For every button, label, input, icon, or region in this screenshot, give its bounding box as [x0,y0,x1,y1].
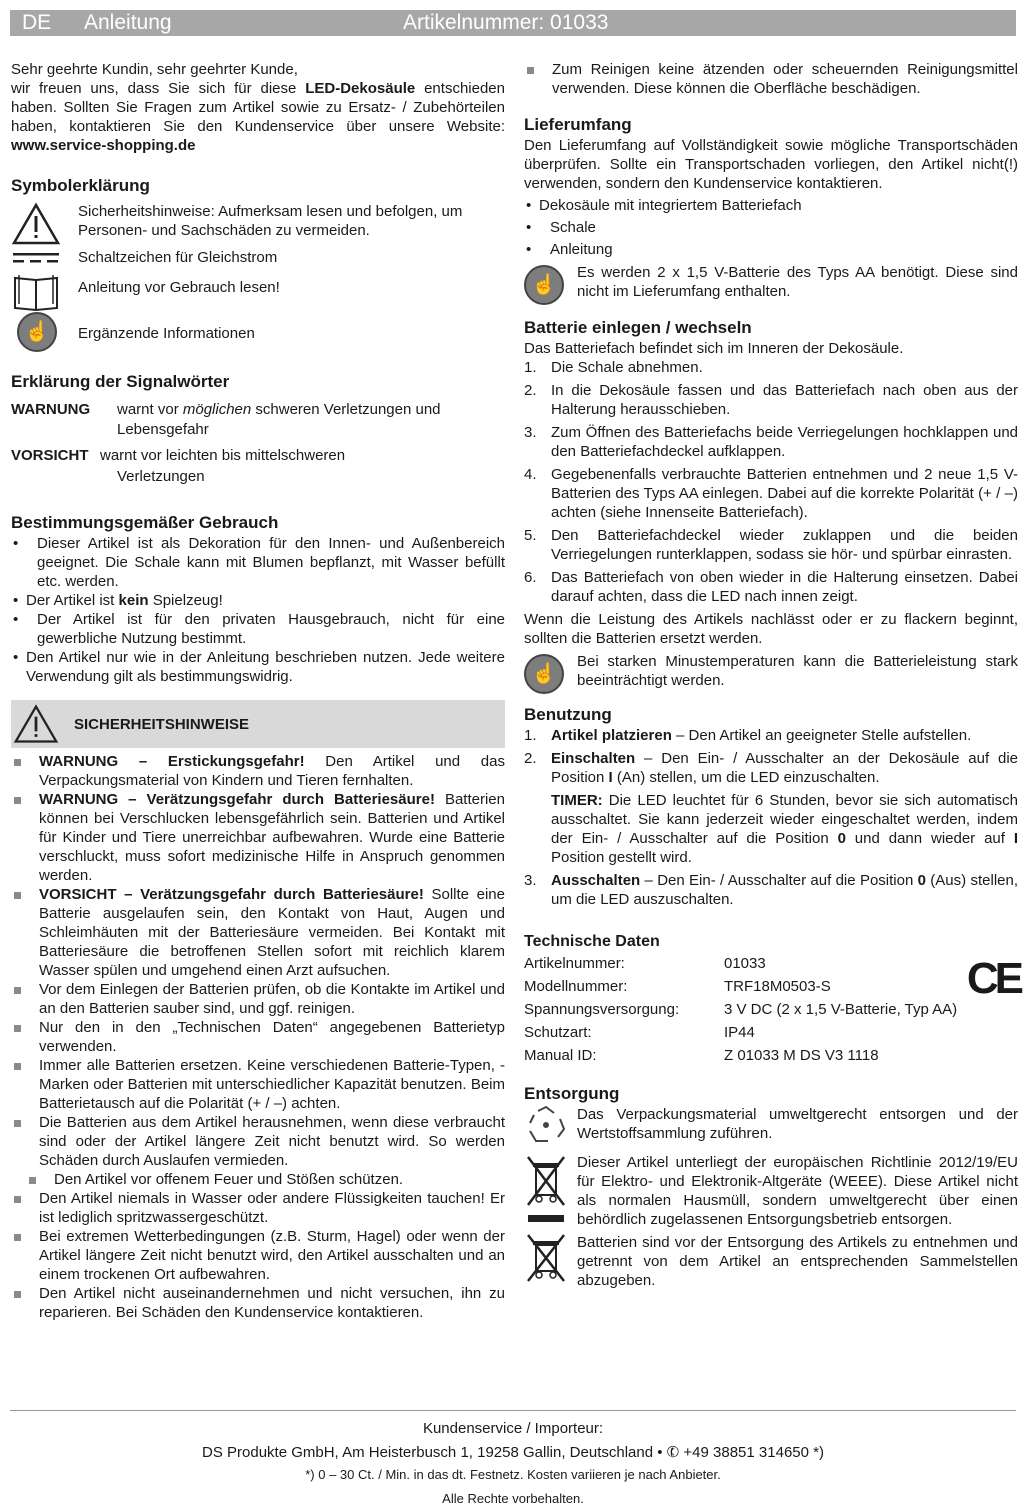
list-item: 1. Die Schale abnehmen. [524,359,703,376]
signalwords-heading: Erklärung der Signalwörter [11,372,230,391]
vorsicht-definition: warnt vor leichten bis mittelschweren [100,447,346,464]
list-item: 2. Einschalten – Den Ein- / Ausschalter an der Dekosäule auf die Position I (An) stellen, um die LED einzuschalten. TIMER: Die LED leuchtet für 6 Stunden, bevor sie sich automatisch ausschaltet. Sie kann jederzeit wieder eingeschaltet werden, indem der Ein- / Ausschalter auf die Position 0 und dann wieder auf I Position gestellt wird. [524,750,1018,866]
tech-value: 3 V DC (2 x 1,5 V-Batterie, Typ AA) [724,1001,958,1018]
document-title: Anleitung [84,11,172,34]
product-name: LED-Dekosäule [305,80,416,97]
list-item: Nur den in den „Technischen Daten“ angegebenen Batterietyp verwenden. [11,1018,505,1056]
intro-text: wir freuen uns, dass Sie sich für diese LED-Dekosäule entschieden haben. Sollten Sie Fragen zum Artikel sowie zu Ersatz- / Zubehörteilen haben, kontaktieren Sie den Kundenservice über unsere Website: www.service-shopping.de [11,80,505,154]
battery-steps [524,358,1018,606]
list-item: 6. Das Batteriefach von oben wieder in die Halterung einsetzen. Dabei darauf achten, dass die LED nach innen zeigt. [524,569,1018,605]
crossed-bin-icon [524,1233,568,1283]
timer-note: TIMER: Die LED leuchtet für 6 Stunden, bevor sie sich automatisch ausschaltet. Sie kann jederzeit wieder eingeschaltet werden, indem der Ein- / Ausschalter auf die Position 0 und dann wieder auf I Position gestellt wird. [551,792,1018,866]
info-hand-icon: ☝ [524,265,564,305]
tech-label: Modellnummer: [524,978,628,995]
footer-phone: +49 38851 314650 *) [683,1444,824,1461]
symbol-row: Schaltzeichen für Gleichstrom [11,248,505,274]
list-item: 4. Gegebenenfalls verbrauchte Batterien entnehmen und 2 neue 1,5 V-Batterien des Typs AA einlegen. Dabei auf die korrekte Polarität (+ / –) achten (siehe Innenseite Batteriefach). [524,466,1018,521]
disposal-weee: Dieser Artikel unterliegt der europäischen Richtlinie 2012/19/EU für Elektro- und Elektronik-Altgeräte (WEEE). Diese Artikel nicht als normalen Hausmüll, sondern umweltgerecht über einen behördlich zugelassenen Entsorgungsbetrieb entsorgen. [524,1153,1018,1229]
usage-heading: Bestimmungsgemäßer Gebrauch [11,513,279,532]
warning-triangle-icon [11,202,61,246]
usage-list [11,534,505,686]
list-item: Den Artikel vor offenem Feuer und Stößen schützen. [26,1170,505,1189]
footer-service: Kundenservice / Importeur: [422,1420,604,1437]
delivery-text: Den Lieferumfang auf Vollständigkeit sowie mögliche Transportschäden überprüfen. Sollte ein Transportschaden vorliegen, den Artikel nicht(!) verwenden, sondern den Kundenservice kontaktieren. [524,137,1018,192]
delivery-note: ☝ Es werden 2 x 1,5 V-Batterie des Typs AA benötigt. Diese sind nicht im Lieferumfang enthalten. [524,263,1018,301]
right-column [524,60,1018,1290]
list-item: Den Artikel nicht auseinandernehmen und nicht versuchen, ihn zu reparieren. Bei Schäden den Kundenservice kontaktieren. [11,1284,505,1322]
tech-label: Schutzart: [524,1024,592,1041]
direct-current-icon [11,248,61,268]
signalword-list: WARNUNG warnt vor möglichen schweren Verletzungen und Lebensgefahr VORSICHT warnt vor leichten bis mittelschweren Verletzungen [11,401,441,485]
greeting: Sehr geehrte Kundin, sehr geehrter Kunde, [11,61,298,78]
warnung-term: WARNUNG [11,401,91,418]
list-item: • Schale [524,217,1018,239]
safety-list-continued [524,60,1018,98]
website-link[interactable]: www.service-shopping.de [11,137,196,154]
tech-value: IP44 [724,1024,755,1041]
tech-table [524,954,1018,1065]
delivery-heading: Lieferumfang [524,115,632,134]
delivery-items [524,195,1018,261]
disposal-packaging: Das Verpackungsmaterial umweltgerecht entsorgen und der Wertstoffsammlung zuführen. [524,1105,1018,1147]
list-item: • Der Artikel ist kein Spielzeug! [11,591,505,610]
list-item: WARNUNG – Verätzungsgefahr durch Batteriesäure! Batterien können bei Verschlucken lebensgefährlich sein. Batterien und Artikel für Kinder und Tiere unerreichbar aufbewahren. Wurde eine Batterie verschluckt, muss sofort medizinische Hilfe in Anspruch genommen werden. [11,790,505,885]
ce-mark-icon: CE [966,954,1020,1003]
tech-label: Artikelnummer: [524,955,625,972]
symbol-row: Sicherheitshinweise: Aufmerksam lesen und befolgen, um Personen- und Sachschäden zu vermeiden. [11,202,505,248]
safety-heading-bar [11,700,505,748]
warning-triangle-icon [13,702,59,746]
tech-value: Z 01033 M DS V3 1118 [724,1047,879,1064]
list-item: • Dieser Artikel ist als Dekoration für den Innen- und Außenbereich geeignet. Die Schale kann mit Blumen bepflanzt, mit Wasser befüllt etc. werden. [11,534,505,591]
info-hand-icon: ☝ [17,312,57,352]
list-item: Immer alle Batterien ersetzen. Keine verschiedenen Batterie-Typen, -Marken oder Batterien mit unterschiedlicher Kapazität benutzen. Beim Batterietausch auf die Polarität (+ / –) achten. [11,1056,505,1113]
footer-company: DS Produkte GmbH, Am Heisterbusch 1, 19258 Gallin, Deutschland • ✆ +49 38851 314650 *) [202,1442,824,1463]
symbol-row: Anleitung vor Gebrauch lesen! [11,274,505,312]
safety-heading: SICHERHEITSHINWEISE [74,716,250,733]
header-bar [10,10,1016,36]
battery-intro: Das Batteriefach befindet sich im Inneren der Dekosäule. [524,340,904,357]
tech-heading: Technische Daten [524,933,660,950]
vorsicht-term: VORSICHT [11,447,89,464]
tech-value: TRF18M0503-S [724,978,831,995]
manual-book-icon [11,274,61,312]
operation-heading: Benutzung [524,705,612,724]
list-item: 5. Den Batteriefachdeckel wieder zuklappen und die beiden Verriegelungen runterklappen, sodass sie hör- und spürbar einrasten. [524,527,1018,563]
article-number: Artikelnummer: 01033 [403,11,609,34]
symbol-list [11,202,505,356]
list-item: • Den Artikel nur wie in der Anleitung beschrieben nutzen. Jede weitere Verwendung gilt als bestimmungswidrig. [11,648,505,686]
battery-heading: Batterie einlegen / wechseln [524,318,752,337]
symbols-heading: Symbolerklärung [11,176,150,195]
list-item: • Dekosäule mit integriertem Batteriefach [524,195,1018,217]
warnung-definition: warnt vor möglichen schweren Verletzungen und [117,401,441,418]
list-item: Die Batterien aus dem Artikel herausnehmen, wenn diese verbraucht sind oder der Artikel längere Zeit nicht benutzt wird. So werden Schäden durch Auslaufen vermieden. [11,1113,505,1170]
language-code: DE [22,11,52,34]
battery-after: Wenn die Leistung des Artikels nachlässt oder er zu flackern beginnt, sollten die Batterien ersetzt werden. [524,611,1018,647]
crossed-bin-icon [524,1153,568,1229]
symbol-row: ☝ Ergänzende Informationen [11,312,505,356]
operation-steps [524,726,1018,909]
left-column [11,60,505,1322]
list-item: WARNUNG – Erstickungsgefahr! Den Artikel und das Verpackungsmaterial von Kindern und Tieren fernhalten. [11,752,505,790]
list-item: Bei extremen Wetterbedingungen (z.B. Sturm, Hagel) oder wenn der Artikel längere Zeit nicht benutzt wird, den Artikel ausschalten und an einem trockenen Ort aufbewahren. [11,1227,505,1284]
recycling-icon [524,1105,568,1145]
tech-value: 01033 [724,955,766,972]
list-item: Vor dem Einlegen der Batterien prüfen, ob die Kontakte im Artikel und an den Batterien sauber sind, und ggf. reinigen. [11,980,505,1018]
tech-section [524,931,1018,1065]
safety-list [11,752,505,1322]
disposal-batteries: Batterien sind vor der Entsorgung des Artikels zu entnehmen und getrennt von dem Artikel an entsprechenden Sammelstellen abzugeben. [524,1233,1018,1290]
footer-divider [10,1410,1016,1411]
footer-rights: Alle Rechte vorbehalten. [442,1491,584,1506]
list-item: 3. Zum Öffnen des Batteriefachs beide Verriegelungen hochklappen und den Batteriefachdeckel aufklappen. [524,424,1018,460]
list-item: 2. In die Dekosäule fassen und das Batteriefach nach oben aus der Halterung herausschieben. [524,382,1018,418]
list-item: Zum Reinigen keine ätzenden oder scheuernden Reinigungsmittel verwenden. Diese können die Oberfläche beschädigen. [524,60,1018,98]
tech-label: Manual ID: [524,1047,597,1064]
tech-label: Spannungsversorgung: [524,1001,680,1018]
footer-costs: *) 0 – 30 Ct. / Min. in das dt. Festnetz. Kosten variieren je nach Anbieter. [305,1467,721,1482]
list-item: • Der Artikel ist für den privaten Hausgebrauch, nicht für eine gewerbliche Nutzung bestimmt. [11,610,505,648]
intro [11,60,505,155]
list-item: 3. Ausschalten – Den Ein- / Ausschalter auf die Position 0 (Aus) stellen, um die LED auszuschalten. [524,872,1019,908]
list-item: • Anleitung [524,239,1018,261]
disposal-heading: Entsorgung [524,1084,620,1103]
info-hand-icon: ☝ [524,654,564,694]
phone-icon: ✆ [664,1442,682,1463]
list-item: VORSICHT – Verätzungsgefahr durch Batteriesäure! Sollte eine Batterie ausgelaufen sein, den Kontakt von Haut, Augen und Schleimhäuten mit der Batteriesäure vermeiden. Bei Kontakt mit Batteriesäure die betroffenen Stellen sofort mit reichlich klarem Wasser spülen und umgehend einen Arzt aufsuchen. [11,885,505,980]
battery-note: ☝ Bei starken Minustemperaturen kann die Batterieleistung stark beeinträchtigt werden. [524,652,1018,690]
list-item: 1. Artikel platzieren – Den Artikel an geeigneter Stelle aufstellen. [524,727,972,744]
list-item: Den Artikel niemals in Wasser oder andere Flüssigkeiten tauchen! Er ist lediglich spritzwassergeschützt. [11,1189,505,1227]
